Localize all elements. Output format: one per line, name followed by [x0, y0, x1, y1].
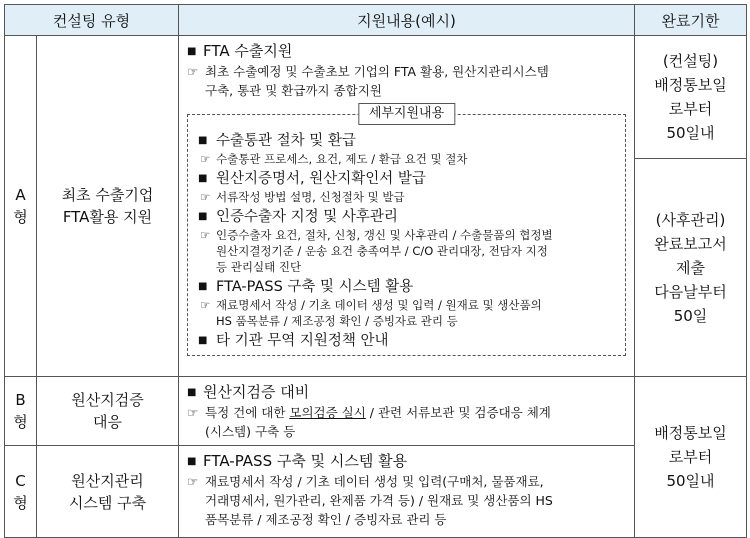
- bullet-icon: ■: [198, 281, 208, 292]
- detail-support-box: [187, 106, 626, 356]
- bullet-icon: ■: [187, 46, 197, 57]
- row-a-type-line2: FTA활용 지원: [62, 208, 153, 226]
- bullet-icon: ■: [198, 335, 208, 346]
- row-a-type: [37, 36, 179, 377]
- pointing-hand-icon: ☞: [200, 228, 211, 242]
- header-deadline: 완료기한: [635, 5, 747, 36]
- pointing-hand-icon: ☞: [200, 298, 211, 312]
- bullet-icon: ■: [198, 135, 208, 146]
- row-a-main-item: ■ FTA 수출지원: [187, 42, 293, 60]
- row-a-deadline-aftercare: (사후관리) 완료보고서 제출 다음날부터 50일: [635, 159, 747, 377]
- row-a-type-line1: 최초 수출기업: [61, 186, 154, 204]
- detail-item-4-note: ☞ 재료명세서 작성 / 기초 데이터 생성 및 입력 / 원재료 및 생산품의 HS 품목분류 / 제조공정 확인 / 증빙자료 관리 등: [200, 298, 542, 328]
- mock-verification-text: 모의검증 실시: [289, 405, 366, 420]
- bullet-icon: ■: [198, 173, 208, 184]
- header-consulting-type: 컨설팅 유형: [5, 5, 179, 36]
- pointing-hand-icon: ☞: [200, 190, 211, 204]
- row-c-code: C 형: [5, 446, 37, 538]
- detail-item-1-note: ☞ 수출통관 프로세스, 요건, 제도 / 환급 요건 및 절차: [200, 152, 468, 166]
- row-a-top: [5, 36, 747, 159]
- row-b-type: 원산지검증 대응: [37, 377, 179, 446]
- row-a-code-line1: A: [15, 186, 26, 204]
- row-a-main-note-line1: 최초 수출예정 및 수출초보 기업의 FTA 활용, 원산지관리시스템: [205, 64, 549, 79]
- detail-item-2: ■ 원산지증명서, 원산지확인서 발급: [198, 171, 426, 187]
- consulting-type-table: [4, 4, 747, 538]
- bullet-icon: ■: [187, 456, 197, 467]
- pointing-hand-icon: ☞: [187, 405, 199, 420]
- pointing-hand-icon: ☞: [187, 474, 199, 489]
- row-bc-deadline: 배정통보일 로부터 50일내: [635, 377, 747, 538]
- header-support-content: 지원내용(예시): [179, 5, 635, 36]
- row-c-type: 원산지관리 시스템 구축: [37, 446, 179, 538]
- row-a-content: [179, 36, 635, 377]
- row-b-note: ☞ 특정 건에 대한 모의검증 실시 / 관련 서류보관 및 검증대응 체계 (시스템) 구축 등: [187, 405, 551, 439]
- row-a-deadline-consulting: (컨설팅) 배정통보일 로부터 50일내: [635, 36, 747, 159]
- detail-item-3-note: ☞ 인증수출자 요건, 절차, 신청, 갱신 및 사후관리 / 수출물품의 협정별 원산지결정기준 / 운송 요건 충족여부 / C/O 관리대장, 전담자 지정 등 관리실태 진단: [200, 228, 553, 274]
- row-a-main-note-line2: 구축, 통관 및 환급까지 종합지원: [205, 83, 382, 98]
- row-b-content: [179, 377, 635, 446]
- row-a-code: [5, 36, 37, 377]
- detail-item-3: ■ 인증수출자 지정 및 사후관리: [198, 209, 398, 225]
- row-c-content: [179, 446, 635, 538]
- row-a-main-note: [187, 62, 626, 100]
- detail-item-2-note: ☞ 서류작성 방법 설명, 신청절차 및 발급: [200, 190, 405, 204]
- pointing-hand-icon: ☞: [200, 152, 211, 166]
- header-row: [5, 5, 747, 36]
- detail-item-1: ■ 수출통관 절차 및 환급: [198, 133, 356, 149]
- row-b-main-item: ■ 원산지검증 대비: [187, 383, 310, 401]
- detail-item-4: ■ FTA-PASS 구축 및 시스템 활용: [198, 279, 414, 295]
- pointing-hand-icon: ☞: [187, 64, 199, 79]
- row-a-code-line2: 형: [13, 208, 28, 226]
- bullet-icon: ■: [198, 211, 208, 222]
- bullet-icon: ■: [187, 387, 197, 398]
- row-b-code: B 형: [5, 377, 37, 446]
- row-b: [5, 377, 747, 446]
- row-c-note: ☞ 재료명세서 작성 / 기초 데이터 생성 및 입력(구매처, 물품재료, 거래명세서, 원가관리, 완제품 가격 등) / 원재료 및 생산품의 HS 품목분류 / 제조공정 확인 / 증빙자료 관리 등: [187, 474, 553, 527]
- detail-support-title: 세부지원내용: [358, 103, 455, 125]
- row-c-main-item: ■ FTA-PASS 구축 및 시스템 활용: [187, 452, 408, 470]
- detail-item-5: ■ 타 기관 무역 지원정책 안내: [198, 333, 389, 349]
